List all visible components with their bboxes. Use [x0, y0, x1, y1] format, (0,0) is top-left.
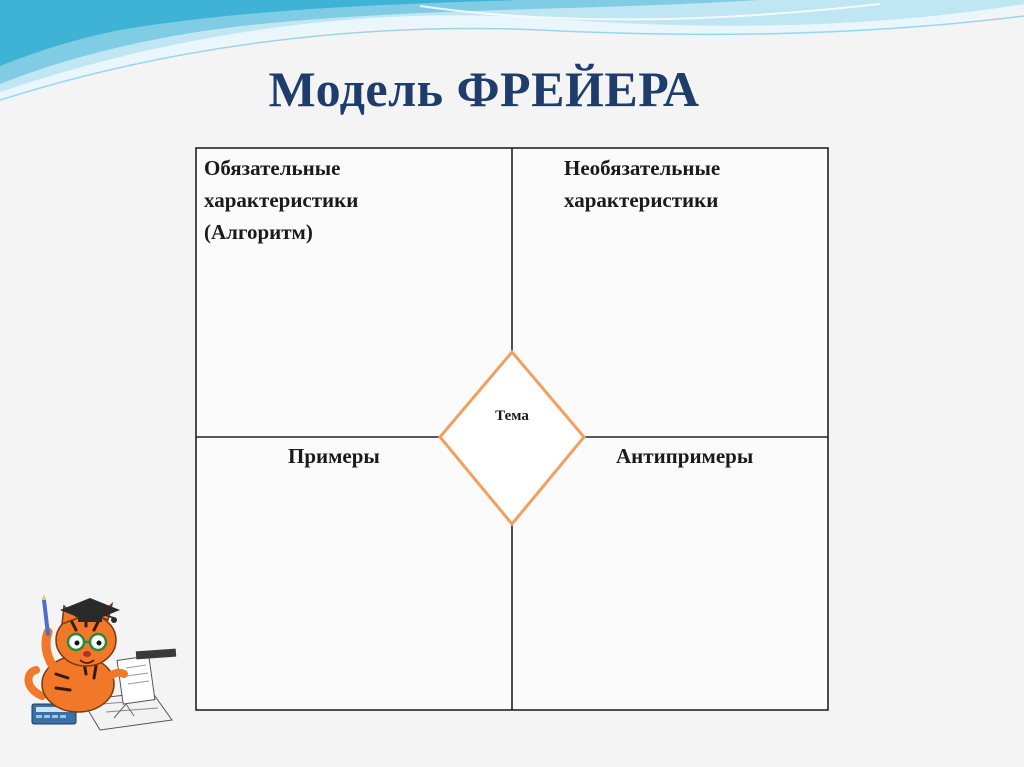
quadrant-required-characteristics	[204, 152, 504, 248]
quadrant-text-line: характеристики	[564, 188, 719, 212]
cat-mascot-icon	[22, 592, 182, 732]
quadrant-text-line: Примеры	[288, 444, 380, 468]
quadrant-text-line: Антипримеры	[616, 444, 754, 468]
slide-title: Модель ФРЕЙЕРА	[268, 61, 700, 117]
quadrant-examples	[288, 440, 488, 472]
quadrant-non-examples	[616, 440, 816, 472]
quadrant-text-line: (Алгоритм)	[204, 220, 313, 244]
quadrant-text-line: характеристики	[204, 188, 359, 212]
center-topic-label: Тема	[495, 408, 529, 424]
quadrant-optional-characteristics	[564, 152, 824, 216]
quadrant-text-line: Необязательные	[564, 156, 721, 180]
quadrant-text-line: Обязательные	[204, 156, 341, 180]
